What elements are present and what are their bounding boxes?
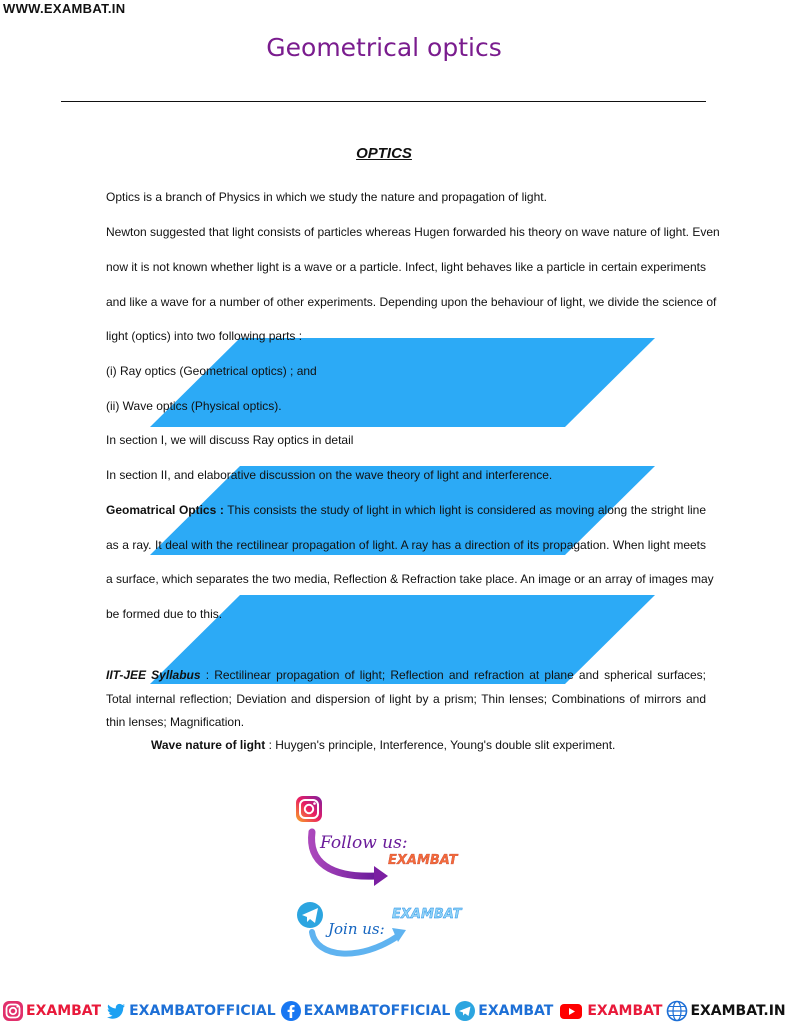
body-line: a surface, which separates the two media, Reflection & Refraction take place. An image or an array of images may — [106, 572, 714, 586]
join-us-text: Join us: — [328, 920, 385, 938]
footer-youtube-label: EXAMBAT — [587, 1002, 663, 1019]
body-line: thin lenses; Magnification. — [106, 715, 245, 729]
body-line: In section I, we will discuss Ray optics in detail — [106, 433, 354, 447]
document-title: Geometrical optics — [266, 33, 502, 62]
body-line: Newton suggested that light consists of particles whereas Hugen forwarded his theory on wave nature of light. Even — [106, 225, 720, 239]
geometrical-optics-paragraph — [106, 503, 706, 517]
body-line: Total internal reflection; Deviation and dispersion of light by a prism; Thin lenses; Combinations of mirrors and — [106, 692, 706, 706]
follow-brand-text: EXAMBAT — [388, 853, 458, 868]
join-brand-text: EXAMBAT — [392, 907, 462, 922]
footer-twitter-label: EXAMBATOFFICIAL — [129, 1002, 276, 1019]
body-line: (i) Ray optics (Geometrical optics) ; and — [106, 364, 317, 378]
body-line: light (optics) into two following parts : — [106, 329, 303, 343]
body-line: This consists the study of light in which light is considered as moving along the stright line — [223, 503, 706, 517]
footer-instagram-label: EXAMBAT — [26, 1002, 102, 1019]
footer-facebook-label: EXAMBATOFFICIAL — [303, 1002, 451, 1019]
body-line: and like a wave for a number of other experiments. Depending upon the behaviour of light, we divide the science of — [106, 295, 717, 309]
body-line: as a ray. It deal with the rectilinear propagation of light. A ray has a direction of its propagation. When light meets — [106, 538, 706, 552]
geometrical-optics-label: Geomatrical Optics : — [106, 503, 224, 517]
body-line: (ii) Wave optics (Physical optics). — [106, 399, 282, 413]
body-line: be formed due to this. — [106, 607, 223, 621]
wave-nature-label: Wave nature of light — [151, 738, 266, 752]
wave-nature-text: : Huygen's principle, Interference, Young's double slit experiment. — [265, 738, 616, 752]
body-line: Optics is a branch of Physics in which we study the nature and propagation of light. — [106, 190, 547, 204]
section-heading: OPTICS — [356, 145, 412, 162]
body-line: : Rectilinear propagation of light; Reflection and refraction at plane and spherical surfaces; — [200, 668, 706, 682]
site-url: WWW.EXAMBAT.IN — [3, 1, 126, 16]
syllabus-label: IIT-JEE Syllabus — [106, 668, 201, 682]
syllabus-paragraph — [106, 668, 706, 682]
watermark-parallelogram-top — [150, 338, 655, 427]
follow-us-text: Follow us: — [320, 833, 408, 853]
footer-telegram-label: EXAMBAT — [478, 1002, 554, 1019]
body-line: now it is not known whether light is a wave or a particle. Infect, light behaves like a particle in certain experiments — [106, 260, 706, 274]
wave-nature-paragraph — [151, 738, 706, 752]
footer-website-label: EXAMBAT.IN — [690, 1002, 786, 1019]
body-line: In section II, and elaborative discussion on the wave theory of light and interference. — [106, 468, 553, 482]
